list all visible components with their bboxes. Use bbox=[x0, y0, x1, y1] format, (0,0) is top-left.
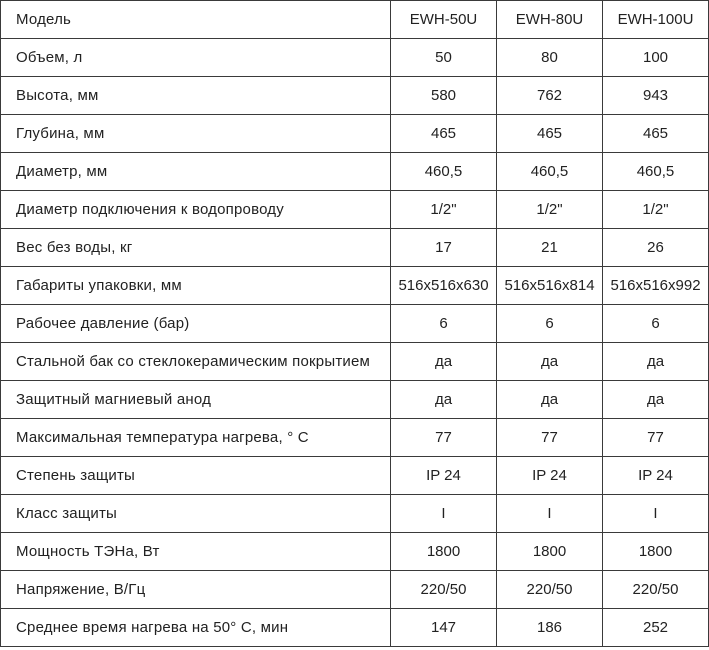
row-value-cell: 516x516x992 bbox=[603, 267, 709, 305]
row-value-cell: 252 bbox=[603, 609, 709, 647]
row-value-cell: да bbox=[391, 381, 497, 419]
table-row bbox=[1, 419, 709, 457]
row-value-cell: 6 bbox=[603, 305, 709, 343]
row-value-cell: 77 bbox=[603, 419, 709, 457]
row-label-cell: Объем, л bbox=[1, 39, 391, 77]
row-value-cell: 21 bbox=[497, 229, 603, 267]
row-value-cell: IP 24 bbox=[391, 457, 497, 495]
row-value-cell: 465 bbox=[603, 115, 709, 153]
row-value-cell: 465 bbox=[497, 115, 603, 153]
table-row bbox=[1, 381, 709, 419]
row-value-cell: 147 bbox=[391, 609, 497, 647]
row-value-cell: 1/2" bbox=[391, 191, 497, 229]
row-value-cell: да bbox=[497, 381, 603, 419]
row-label-cell: Глубина, мм bbox=[1, 115, 391, 153]
row-value-cell: да bbox=[391, 343, 497, 381]
row-value-cell: 220/50 bbox=[391, 571, 497, 609]
row-label-cell: Степень защиты bbox=[1, 457, 391, 495]
table-row bbox=[1, 229, 709, 267]
header-model-ewh-80u: EWH-80U bbox=[497, 1, 603, 39]
row-value-cell: 1/2" bbox=[603, 191, 709, 229]
row-value-cell: IP 24 bbox=[603, 457, 709, 495]
table-row bbox=[1, 343, 709, 381]
row-value-cell: да bbox=[497, 343, 603, 381]
row-label-cell: Вес без воды, кг bbox=[1, 229, 391, 267]
header-label-cell: Модель bbox=[1, 1, 391, 39]
row-value-cell: 77 bbox=[391, 419, 497, 457]
row-label-cell: Мощность ТЭНа, Вт bbox=[1, 533, 391, 571]
row-value-cell: 6 bbox=[497, 305, 603, 343]
row-value-cell: 762 bbox=[497, 77, 603, 115]
spec-table-body bbox=[1, 1, 709, 647]
row-value-cell: I bbox=[603, 495, 709, 533]
row-value-cell: 1/2" bbox=[497, 191, 603, 229]
table-row bbox=[1, 153, 709, 191]
row-label-cell: Среднее время нагрева на 50° С, мин bbox=[1, 609, 391, 647]
row-value-cell: 580 bbox=[391, 77, 497, 115]
row-value-cell: 6 bbox=[391, 305, 497, 343]
row-label-cell: Диаметр подключения к водопроводу bbox=[1, 191, 391, 229]
table-row bbox=[1, 305, 709, 343]
row-label-cell: Габариты упаковки, мм bbox=[1, 267, 391, 305]
row-value-cell: 186 bbox=[497, 609, 603, 647]
row-label-cell: Класс защиты bbox=[1, 495, 391, 533]
table-row bbox=[1, 39, 709, 77]
row-label-cell: Рабочее давление (бар) bbox=[1, 305, 391, 343]
table-row bbox=[1, 533, 709, 571]
row-label-cell: Высота, мм bbox=[1, 77, 391, 115]
row-value-cell: 77 bbox=[497, 419, 603, 457]
row-value-cell: 26 bbox=[603, 229, 709, 267]
row-value-cell: 460,5 bbox=[497, 153, 603, 191]
row-value-cell: 1800 bbox=[603, 533, 709, 571]
row-value-cell: 17 bbox=[391, 229, 497, 267]
table-row bbox=[1, 115, 709, 153]
table-row bbox=[1, 495, 709, 533]
row-value-cell: 1800 bbox=[391, 533, 497, 571]
row-value-cell: 50 bbox=[391, 39, 497, 77]
row-value-cell: 943 bbox=[603, 77, 709, 115]
row-value-cell: I bbox=[391, 495, 497, 533]
row-value-cell: да bbox=[603, 343, 709, 381]
row-value-cell: I bbox=[497, 495, 603, 533]
header-model-ewh-50u: EWH-50U bbox=[391, 1, 497, 39]
row-value-cell: 465 bbox=[391, 115, 497, 153]
row-value-cell: 516x516x630 bbox=[391, 267, 497, 305]
row-value-cell: 100 bbox=[603, 39, 709, 77]
row-value-cell: да bbox=[603, 381, 709, 419]
header-model-ewh-100u: EWH-100U bbox=[603, 1, 709, 39]
table-header-row bbox=[1, 1, 709, 39]
table-row bbox=[1, 267, 709, 305]
row-value-cell: 220/50 bbox=[603, 571, 709, 609]
row-label-cell: Диаметр, мм bbox=[1, 153, 391, 191]
row-value-cell: IP 24 bbox=[497, 457, 603, 495]
row-value-cell: 1800 bbox=[497, 533, 603, 571]
row-label-cell: Защитный магниевый анод bbox=[1, 381, 391, 419]
table-row bbox=[1, 571, 709, 609]
row-value-cell: 220/50 bbox=[497, 571, 603, 609]
table-row bbox=[1, 457, 709, 495]
row-value-cell: 80 bbox=[497, 39, 603, 77]
row-value-cell: 460,5 bbox=[603, 153, 709, 191]
table-row bbox=[1, 77, 709, 115]
row-label-cell: Стальной бак со стеклокерамическим покрытием bbox=[1, 343, 391, 381]
row-label-cell: Максимальная температура нагрева, ° С bbox=[1, 419, 391, 457]
row-label-cell: Напряжение, В/Гц bbox=[1, 571, 391, 609]
table-row bbox=[1, 191, 709, 229]
row-value-cell: 516x516x814 bbox=[497, 267, 603, 305]
row-value-cell: 460,5 bbox=[391, 153, 497, 191]
table-row bbox=[1, 609, 709, 647]
